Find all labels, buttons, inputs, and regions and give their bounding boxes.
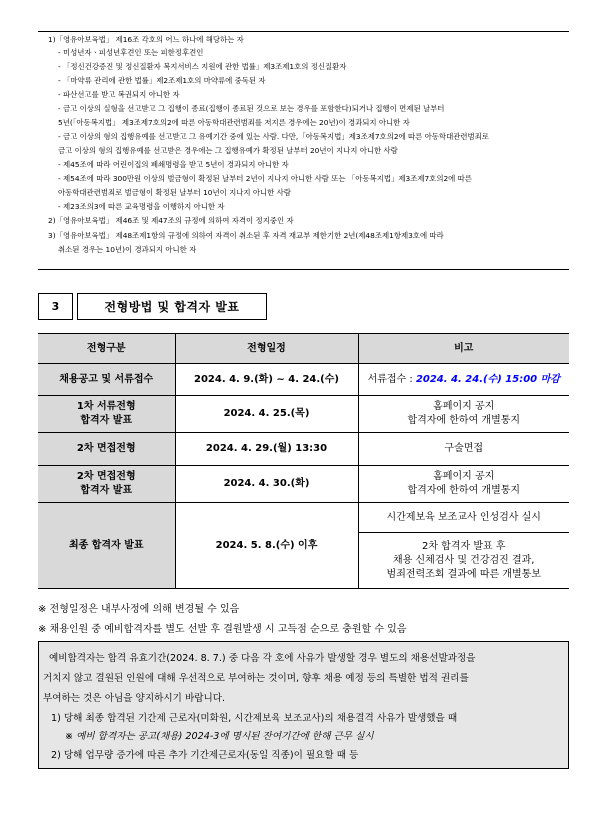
reserve-candidate-box — [38, 641, 569, 769]
note-line: 2차 합격자 발표 후 — [421, 540, 506, 552]
reserve-line: 거치지 않고 결원된 인원에 대해 우선적으로 부여하는 것이며, 향후 채용 예정 등의 특별한 법적 권리를 — [43, 673, 469, 684]
note-line: 합격자에 한하여 개별통지 — [407, 415, 521, 426]
note-line: 홈페이지 공지 — [433, 401, 495, 412]
eligibility-line: - 금고 이상의 실형을 선고받고 그 집행이 종료(집행이 종료된 것으로 보는 경우를 포함한다)되거나 집행이 면제된 날부터 — [58, 104, 445, 113]
table-row — [38, 433, 569, 466]
eligibility-line: - 제54조에 따라 300만원 이상의 벌금형이 확정된 날부터 2년이 지나지 아니한 사람 또는 「아동복지법」제3조제7호의2에 따른 — [58, 174, 472, 183]
reserve-line: 1) 당해 최종 합격된 기간제 근로자(미화원, 시간제보육 보조교사)의 채용결격 사유가 발생했을 때 — [51, 713, 458, 724]
note-cell — [358, 533, 569, 589]
note-line: 합격자에 한하여 개별통지 — [407, 485, 521, 496]
table-row — [38, 396, 569, 433]
eligibility-line: 아동학대관련범죄로 벌금형이 확정된 날부터 10년이 지나지 아니한 사람 — [58, 188, 291, 197]
date-cell: 2024. 4. 30.(화) — [175, 466, 358, 503]
stage-line: 합격자 발표 — [80, 415, 133, 426]
eligibility-line: - 미성년자ㆍ피성년후견인 또는 피한정후견인 — [58, 48, 204, 57]
reserve-line: 예비합격자는 합격 유효기간(2024. 8. 7.) 중 다음 각 호에 사유가 발생할 경우 별도의 채용선발과정을 — [49, 653, 476, 664]
eligibility-line: - 파산선고를 받고 복권되지 아니한 자 — [58, 90, 180, 99]
note-cell — [358, 396, 569, 433]
eligibility-line: 2)「영유아보육법」 제46조 및 제47조의 규정에 의하여 자격이 정지중인 자 — [48, 216, 294, 225]
note-prefix: 서류접수 : — [367, 373, 416, 385]
header-note: 비고 — [358, 334, 569, 364]
date-cell: 2024. 4. 29.(월) 13:30 — [175, 433, 358, 466]
eligibility-line: - 「마약류 관리에 관한 법률」제2조제1호의 마약류에 중독된 자 — [58, 76, 266, 85]
table-row — [38, 364, 569, 396]
note-cell — [358, 466, 569, 503]
stage-cell — [38, 466, 175, 503]
reserve-line: 2) 당해 업무량 증가에 따른 추가 기간제근로자(동일 직종)이 필요할 때 등 — [51, 750, 359, 761]
eligibility-line: - 제23조의3에 따른 교육명령을 이행하지 아니한 자 — [58, 202, 225, 211]
header-stage: 전형구분 — [38, 334, 175, 364]
reserve-line: 부여하는 것은 아님을 양지하시기 바랍니다. — [43, 693, 226, 704]
table-row — [38, 503, 569, 533]
schedule-note: ※ 전형일정은 내부사정에 의해 변경될 수 있음 — [38, 604, 240, 615]
note-line: 범죄전력조회 결과에 따른 개별통보 — [386, 568, 541, 580]
deadline-highlight: 2024. 4. 24.(수) 15:00 마감 — [415, 373, 560, 385]
note-cell — [358, 364, 569, 396]
date-cell: 2024. 4. 9.(화) ~ 4. 24.(수) — [175, 364, 358, 396]
date-cell: 2024. 4. 25.(목) — [175, 396, 358, 433]
schedule-note: ※ 채용인원 중 예비합격자를 별도 선발 후 결원발생 시 고득점 순으로 충원할 수 있음 — [38, 624, 407, 635]
stage-line: 2차 면접전형 — [76, 471, 136, 482]
eligibility-line: - 「정신건강증진 및 정신질환자 복지서비스 지원에 관한 법률」제3조제1호의 정신질환자 — [58, 62, 347, 71]
stage-cell: 최종 합격자 발표 — [38, 503, 175, 589]
date-cell: 2024. 5. 8.(수) 이후 — [175, 503, 358, 589]
reserve-line: ※ 예비 합격자는 공고(채용) 2024-3에 명시된 잔여기간에 한해 근무 실시 — [65, 731, 374, 742]
note-line: 채용 신체검사 및 건강검진 결과, — [393, 554, 535, 566]
stage-cell: 2차 면접전형 — [38, 433, 175, 466]
eligibility-box — [38, 31, 569, 270]
eligibility-line: 3)「영유아보육법」 제48조제1항의 규정에 의하여 자격이 취소된 후 자격 재교부 제한기한 2년(제48조제1항제3호에 따라 — [48, 231, 444, 240]
note-line: 홈페이지 공지 — [433, 471, 495, 482]
section-title: 전형방법 및 합격자 발표 — [77, 293, 267, 320]
table-header-row — [38, 334, 569, 364]
section-number: 3 — [38, 293, 73, 320]
stage-cell — [38, 396, 175, 433]
stage-line: 합격자 발표 — [80, 485, 133, 496]
eligibility-line: 1)「영유아보육법」 제16조 각호의 어느 하나에 해당하는 자 — [48, 35, 244, 44]
table-row — [38, 466, 569, 503]
eligibility-line: - 금고 이상의 형의 집행유예를 선고받고 그 유예기간 중에 있는 사람. 다만,「아동복지법」제3조제7호의2에 따른 아동학대관련범죄로 — [58, 132, 489, 141]
header-date: 전형일정 — [175, 334, 358, 364]
stage-line: 1차 서류전형 — [76, 401, 136, 412]
schedule-table — [38, 333, 569, 589]
note-cell: 시간제보육 보조교사 인성검사 실시 — [358, 503, 569, 533]
stage-cell: 채용공고 및 서류접수 — [38, 364, 175, 396]
eligibility-line: - 제45조에 따라 어린이집의 폐쇄명령을 받고 5년이 경과되지 아니한 자 — [58, 160, 289, 169]
eligibility-line: 금고 이상의 형의 집행유예를 선고받은 경우에는 그 집행유예가 확정된 날부터 20년이 지나지 아니한 사람 — [58, 146, 398, 155]
note-cell: 구술면접 — [358, 433, 569, 466]
eligibility-line: 취소된 경우는 10년)이 경과되지 아니한 자 — [58, 245, 197, 254]
eligibility-line: 5년(「아동복지법」 제3조제7호의2에 따른 아동학대관련범죄를 저지른 경우에는 20년)이 경과되지 아니한 자 — [58, 118, 410, 127]
